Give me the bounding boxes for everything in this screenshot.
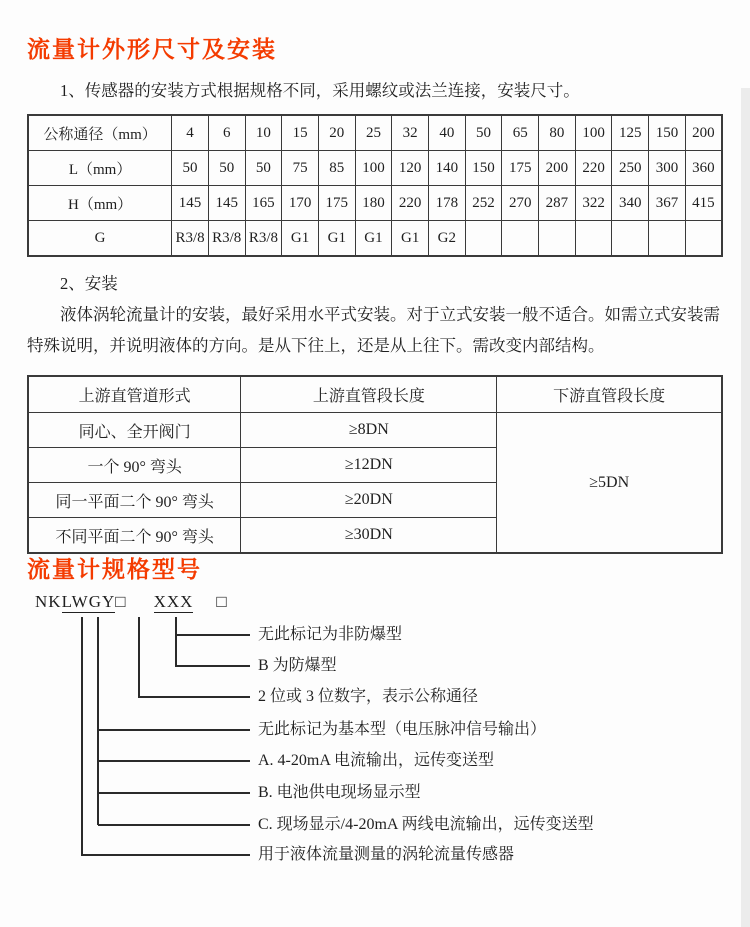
model-code-diagram: [27, 592, 723, 892]
pipe-length-cell: ≥8DN: [241, 413, 497, 448]
value-cell: 100: [355, 151, 392, 186]
value-cell: 178: [429, 186, 466, 221]
label-size-digits: 2 位或 3 位数字，表示公称通径: [258, 688, 479, 705]
table-row: [28, 186, 722, 221]
value-cell: 180: [355, 186, 392, 221]
page-edge-strip: [741, 88, 750, 927]
model-prefix: NK: [35, 592, 62, 611]
value-cell: 300: [649, 151, 686, 186]
value-cell: 50: [208, 151, 245, 186]
value-cell: 250: [612, 151, 649, 186]
value-cell: 220: [392, 186, 429, 221]
subsection-install: 2、安装: [60, 274, 118, 293]
pipe-form-cell: 同心、全开阀门: [28, 413, 241, 448]
value-cell: 252: [465, 186, 502, 221]
value-cell: 270: [502, 186, 539, 221]
pipe-table-header-row: [28, 376, 722, 413]
value-cell: 40: [429, 115, 466, 151]
value-cell: [612, 221, 649, 257]
pipe-downstream-merged-cell: ≥5DN: [497, 413, 722, 554]
value-cell: 4: [172, 115, 209, 151]
value-cell: R3/8: [208, 221, 245, 257]
value-cell: 322: [575, 186, 612, 221]
value-cell: 175: [502, 151, 539, 186]
pipe-length-cell: ≥30DN: [241, 518, 497, 554]
paragraph-install-detail: 液体涡轮流量计的安装，最好采用水平式安装。对于立式安装一般不适合。如需立式安装需特殊说明，并说明液体的方向。是从下往上，还是从上往下。需改变内部结构。: [27, 305, 720, 355]
value-cell: 85: [318, 151, 355, 186]
table-row: [28, 151, 722, 186]
label-basic-type: 无此标记为基本型（电压脉冲信号输出）: [258, 721, 547, 738]
value-cell: 367: [649, 186, 686, 221]
row-header-cell: L（mm）: [28, 151, 172, 186]
value-cell: 360: [685, 151, 722, 186]
value-cell: 140: [429, 151, 466, 186]
pipe-form-cell: 一个 90° 弯头: [28, 448, 241, 483]
value-cell: G1: [282, 221, 319, 257]
value-cell: [502, 221, 539, 257]
value-cell: 10: [245, 115, 282, 151]
label-option-a: A. 4-20mA 电流输出，远传变送型: [258, 752, 495, 769]
value-cell: 25: [355, 115, 392, 151]
value-cell: R3/8: [172, 221, 209, 257]
value-cell: G2: [429, 221, 466, 257]
value-cell: 75: [282, 151, 319, 186]
value-cell: 200: [539, 151, 576, 186]
value-cell: [685, 221, 722, 257]
pipe-header-upstream-form: 上游直管道形式: [28, 376, 241, 413]
value-cell: 145: [208, 186, 245, 221]
value-cell: 6: [208, 115, 245, 151]
value-cell: [575, 221, 612, 257]
value-cell: 415: [685, 186, 722, 221]
section-title-dimensions: 流量计外形尺寸及安装: [27, 36, 277, 62]
value-cell: R3/8: [245, 221, 282, 257]
value-cell: 125: [612, 115, 649, 151]
label-option-b: B. 电池供电现场显示型: [258, 784, 421, 801]
value-cell: 150: [649, 115, 686, 151]
model-size-code: XXX: [153, 592, 194, 611]
value-cell: 175: [318, 186, 355, 221]
table-row: [28, 413, 722, 448]
pipe-table: [27, 375, 723, 554]
value-cell: 50: [245, 151, 282, 186]
value-cell: 100: [575, 115, 612, 151]
value-cell: [465, 221, 502, 257]
value-cell: 80: [539, 115, 576, 151]
section-title-model: 流量计规格型号: [27, 556, 202, 582]
label-non-explosion-proof: 无此标记为非防爆型: [258, 626, 403, 643]
value-cell: 20: [318, 115, 355, 151]
value-cell: 165: [245, 186, 282, 221]
value-cell: G1: [392, 221, 429, 257]
value-cell: 170: [282, 186, 319, 221]
model-option-box-2: □: [216, 592, 228, 611]
value-cell: 32: [392, 115, 429, 151]
value-cell: 65: [502, 115, 539, 151]
value-cell: G1: [355, 221, 392, 257]
value-cell: 340: [612, 186, 649, 221]
value-cell: G1: [318, 221, 355, 257]
pipe-length-cell: ≥20DN: [241, 483, 497, 518]
row-header-cell: 公称通径（mm）: [28, 115, 172, 151]
model-series: LWGY: [61, 592, 116, 611]
value-cell: 150: [465, 151, 502, 186]
row-header-cell: H（mm）: [28, 186, 172, 221]
row-header-cell: G: [28, 221, 172, 257]
value-cell: 220: [575, 151, 612, 186]
pipe-header-upstream-length: 上游直管段长度: [241, 376, 497, 413]
dimensions-table: [27, 114, 723, 257]
pipe-form-cell: 不同平面二个 90° 弯头: [28, 518, 241, 554]
value-cell: 200: [685, 115, 722, 151]
label-option-c: C. 现场显示/4-20mA 两线电流输出，远传变送型: [258, 816, 594, 833]
value-cell: [539, 221, 576, 257]
paragraph-sensor-install: 1、传感器的安装方式根据规格不同，采用螺纹或法兰连接，安装尺寸。: [60, 81, 580, 100]
pipe-form-cell: 同一平面二个 90° 弯头: [28, 483, 241, 518]
label-explosion-proof: B 为防爆型: [258, 657, 337, 674]
table-row: [28, 115, 722, 151]
value-cell: 287: [539, 186, 576, 221]
value-cell: 145: [172, 186, 209, 221]
value-cell: 50: [465, 115, 502, 151]
pipe-length-cell: ≥12DN: [241, 448, 497, 483]
value-cell: 50: [172, 151, 209, 186]
value-cell: 15: [282, 115, 319, 151]
value-cell: [649, 221, 686, 257]
model-option-box-1: □: [115, 592, 127, 611]
table-row: [28, 221, 722, 257]
label-sensor-purpose: 用于液体流量测量的涡轮流量传感器: [258, 846, 515, 863]
pipe-header-downstream-length: 下游直管段长度: [497, 376, 722, 413]
value-cell: 120: [392, 151, 429, 186]
